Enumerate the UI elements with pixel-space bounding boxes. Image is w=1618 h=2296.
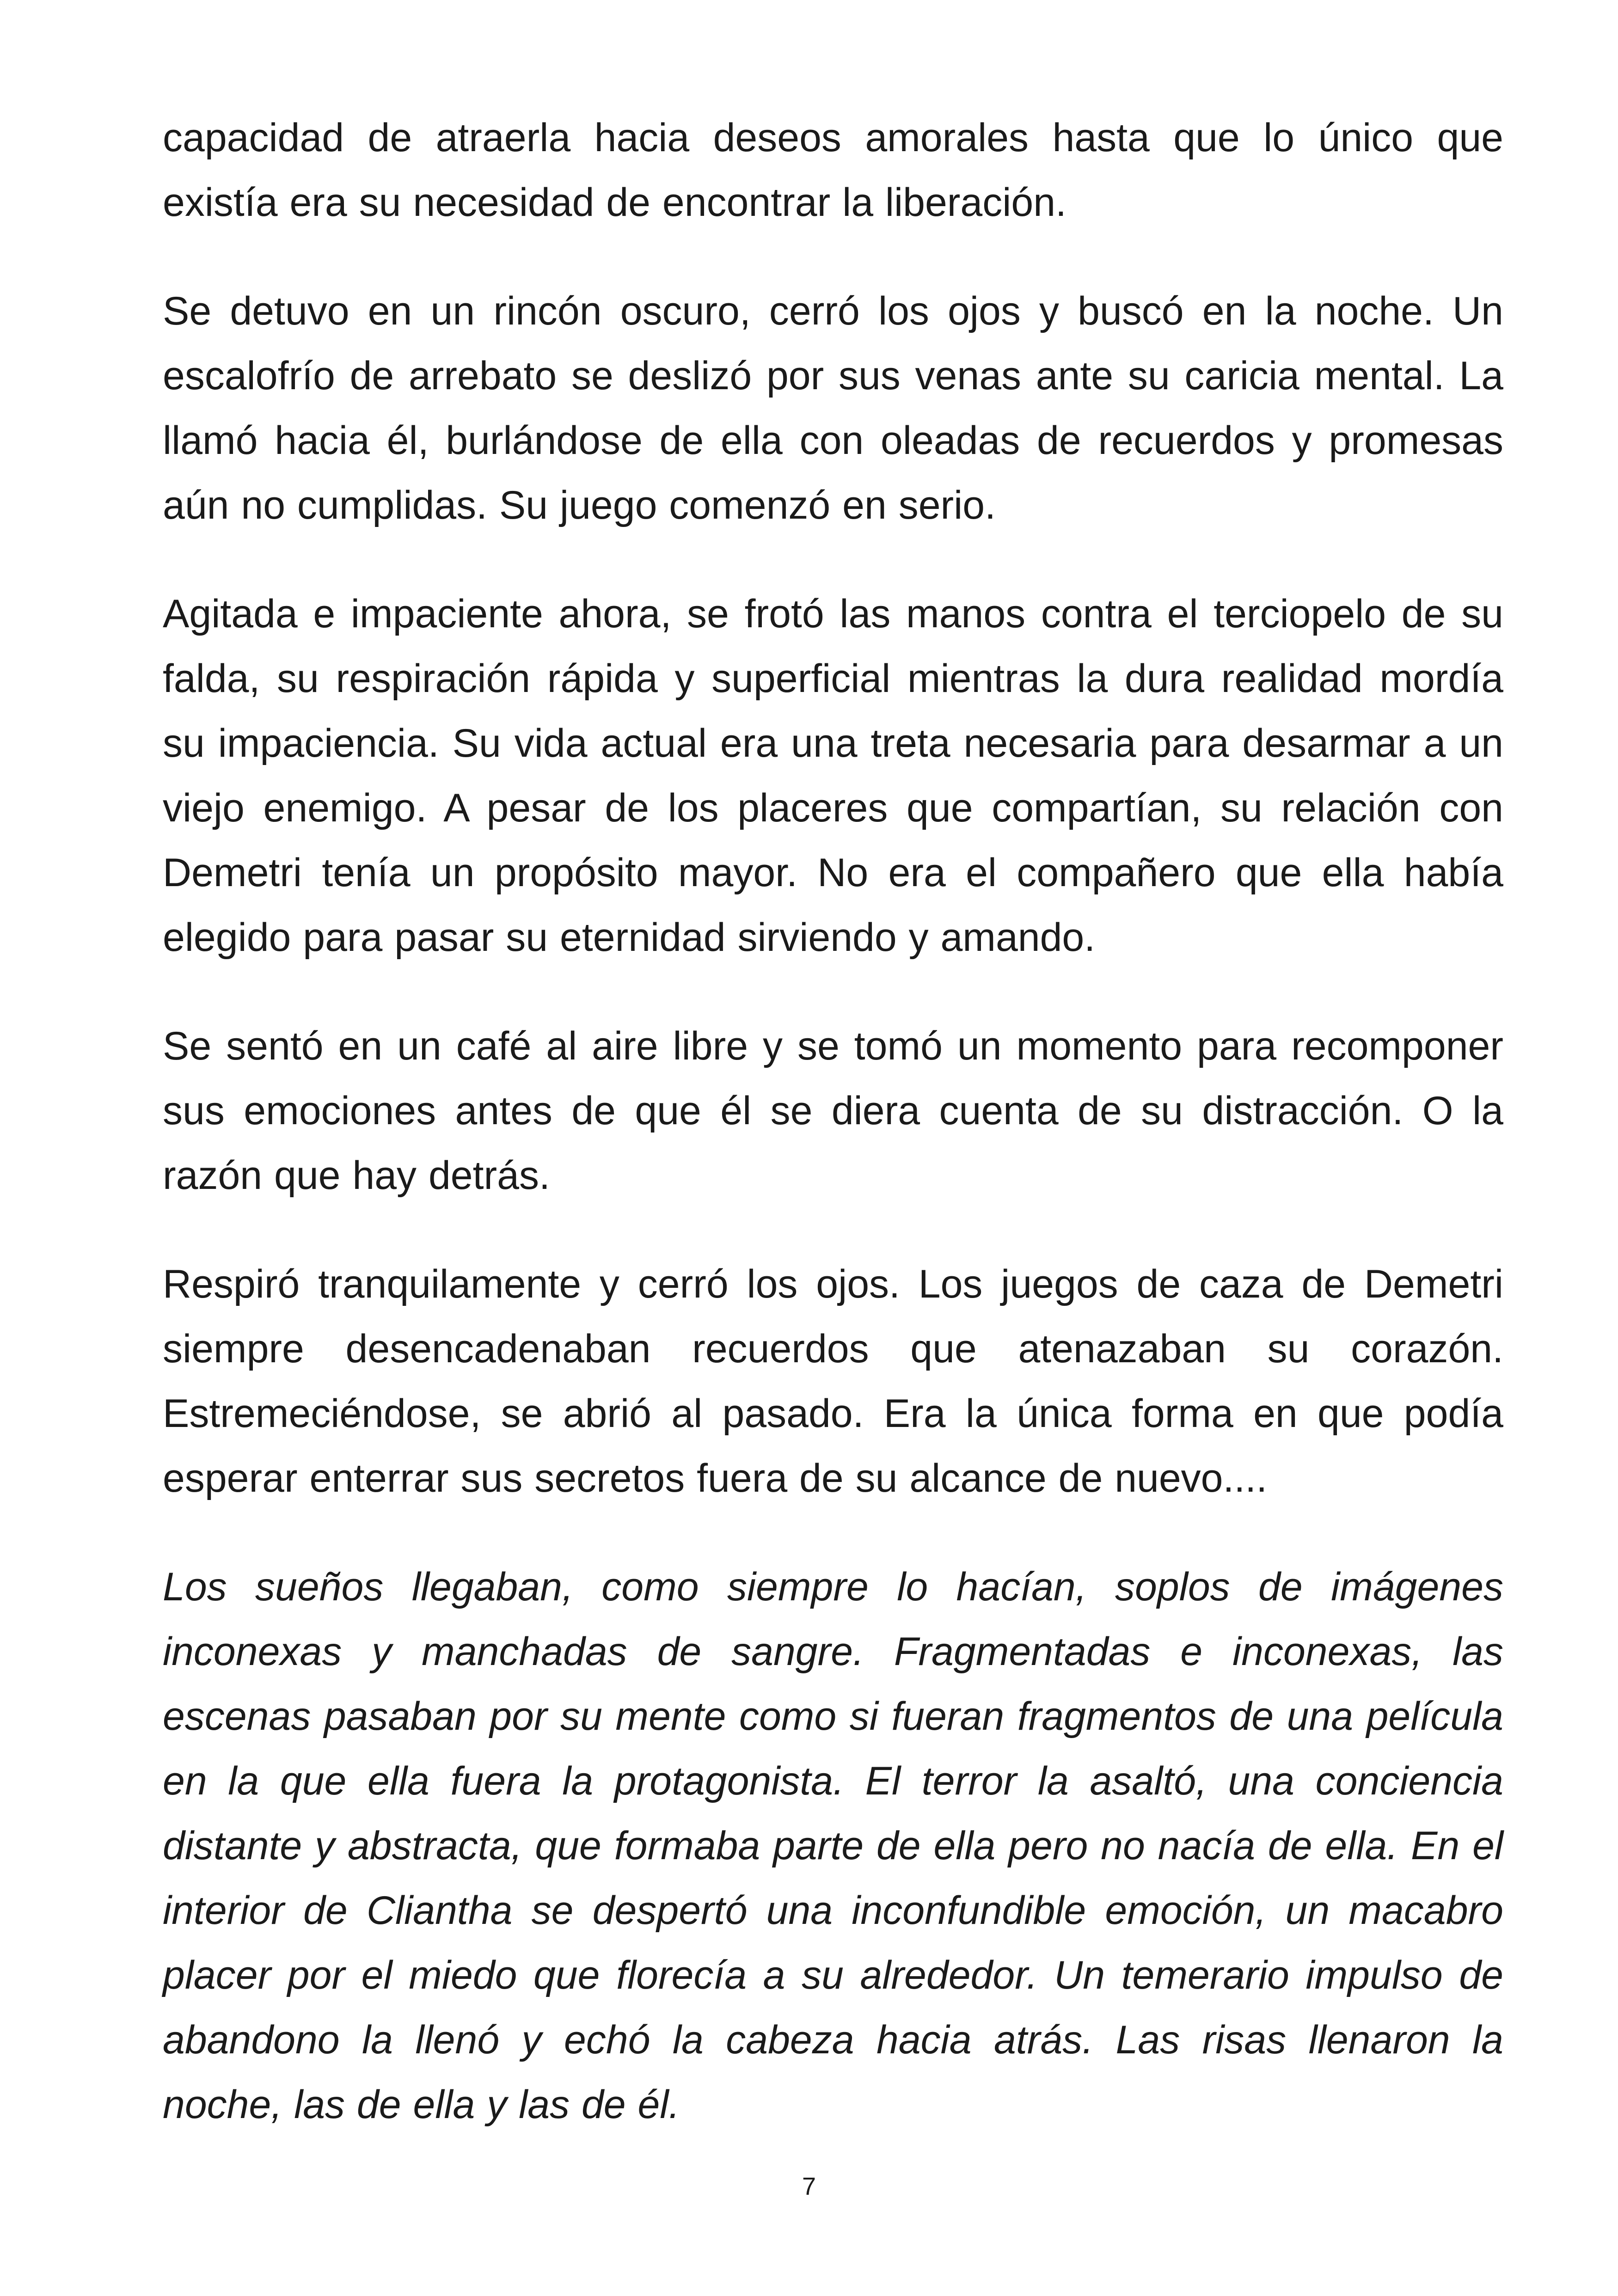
paragraph-2: Se detuvo en un rincón oscuro, cerró los ojos y buscó en la noche. Un escalofrío de arrebato se deslizó por sus venas ante su caricia mental. La llamó hacia él, burlándose de ella con oleadas de recuerdos y promesas aún no cumplidas. Su juego comenzó en serio.: [163, 289, 1503, 527]
paragraph-1: capacidad de atraerla hacia deseos amorales hasta que lo único que existía era su necesidad de encontrar la liberación.: [163, 116, 1503, 225]
paragraph-5: Respiró tranquilamente y cerró los ojos. Los juegos de caza de Demetri siempre desencadenaban recuerdos que atenazaban su corazón. Estremeciéndose, se abrió al pasado. Era la única forma en que podía esperar enterrar sus secretos fuera de su alcance de nuevo....: [163, 1262, 1503, 1500]
page-number: 7: [802, 2173, 816, 2200]
paragraph-4: Se sentó en un café al aire libre y se tomó un momento para recomponer sus emociones antes de que él se diera cuenta de su distracción. O la razón que hay detrás.: [163, 1024, 1503, 1198]
paragraph-3: Agitada e impaciente ahora, se frotó las manos contra el terciopelo de su falda, su respiración rápida y superficial mientras la dura realidad mordía su impaciencia. Su vida actual era una treta necesaria para desarmar a un viejo enemigo. A pesar de los placeres que compartían, su relación con Demetri tenía un propósito mayor. No era el compañero que ella había elegido para pasar su eternidad sirviendo y amando.: [163, 592, 1503, 960]
paragraph-6-italic: Los sueños llegaban, como siempre lo hacían, soplos de imágenes inconexas y manchadas de sangre. Fragmentadas e inconexas, las escenas pasaban por su mente como si fueran fragmentos de una película en la que ella fuera la protagonista. El terror la asaltó, una conciencia distante y abstracta, que formaba parte de ella pero no nacía de ella. En el interior de Cliantha se despertó una inconfundible emoción, un macabro placer por el miedo que florecía a su alrededor. Un temerario impulso de abandono la llenó y echó la cabeza hacia atrás. Las risas llenaron la noche, las de ella y las de él.: [163, 1565, 1503, 2127]
body-text: [163, 105, 1503, 2181]
